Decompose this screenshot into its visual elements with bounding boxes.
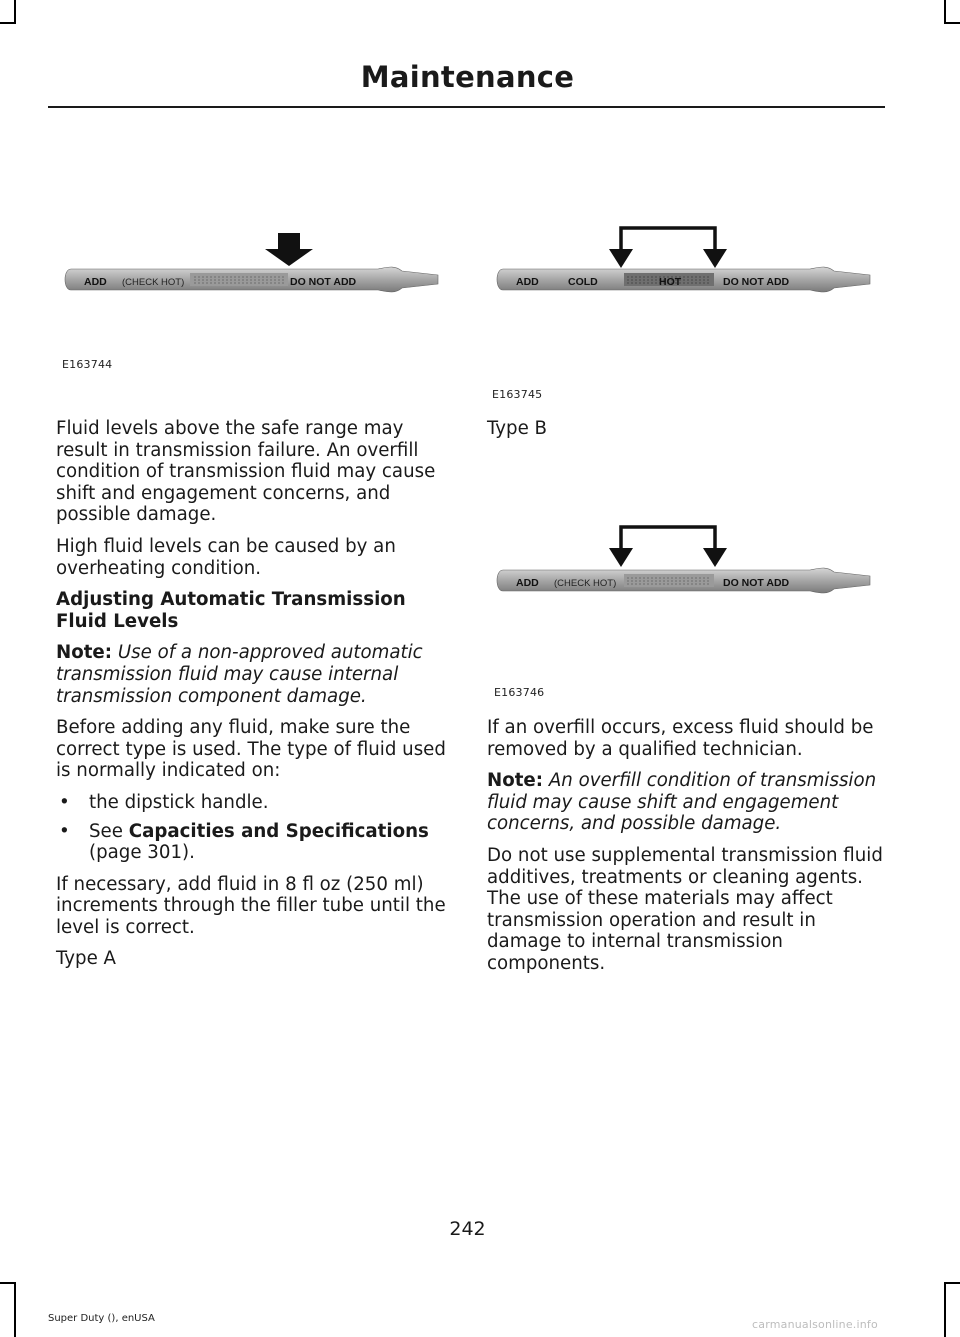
crop-mark: [14, 0, 16, 24]
figure-id: E163746: [494, 686, 545, 699]
down-arrow-icon: [265, 233, 313, 266]
paragraph: Do not use supplemental transmission fluid additives, treatments or cleaning agents. The use of these materials may affect transmission operation and result in damage to internal transmission components.: [487, 844, 883, 974]
crop-mark: [944, 1282, 960, 1284]
down-arrow-icon: [609, 548, 633, 567]
crop-mark: [0, 22, 16, 24]
label-add: ADD: [84, 276, 107, 288]
paragraph: Before adding any fluid, make sure the correct type is used. The type of fluid used is normally indicated on:: [56, 717, 446, 782]
note-label: Note:: [56, 642, 113, 664]
figure-dipstick-check-hot: [60, 222, 440, 312]
page-title: Maintenance: [360, 60, 575, 94]
paragraph: If an overfill occurs, excess fluid should be removed by a qualified technician.: [487, 717, 874, 760]
crop-mark: [944, 1282, 946, 1337]
down-arrow-icon: [609, 249, 633, 268]
label-check-hot: (CHECK HOT): [554, 578, 617, 589]
bullet-icon: •: [59, 820, 70, 842]
header-divider: [48, 106, 885, 108]
section-heading: Adjusting Automatic Transmission Fluid Levels: [56, 589, 406, 632]
bullet-icon: •: [59, 791, 70, 813]
dipstick-diagram: [60, 222, 440, 312]
figure-dipstick-cold-hot: [492, 222, 872, 312]
page-reference: (page 301).: [89, 842, 195, 864]
figure-dipstick-check-hot-range: [492, 521, 872, 611]
figure-id: E163744: [62, 358, 113, 371]
label-do-not-add: DO NOT ADD: [290, 276, 357, 288]
label-add: ADD: [516, 577, 539, 589]
right-column-top: [487, 418, 883, 450]
right-column: [487, 717, 883, 985]
watermark: carmanualsonline.info: [752, 1318, 878, 1331]
list-item-text: the dipstick handle.: [89, 791, 269, 813]
label-do-not-add: DO NOT ADD: [723, 276, 790, 288]
figure-caption: Type A: [56, 948, 116, 970]
list-item: [56, 821, 452, 864]
crop-mark: [944, 22, 960, 24]
note: [56, 642, 452, 707]
label-do-not-add: DO NOT ADD: [723, 577, 790, 589]
label-check-hot: (CHECK HOT): [122, 277, 185, 288]
left-column: [56, 418, 452, 980]
dipstick-diagram: [492, 222, 872, 312]
page-number: 242: [449, 1218, 486, 1240]
crop-mark: [14, 1282, 16, 1337]
list-item-text: See: [89, 820, 123, 842]
down-arrow-icon: [703, 249, 727, 268]
footer-doc-info: Super Duty (), enUSA: [48, 1313, 155, 1324]
note-text: An overfill condition of transmission fluid may cause shift and engagement concerns, and possible damage.: [487, 770, 877, 835]
range-bracket: [621, 527, 715, 557]
cross-reference-link[interactable]: Capacities and Specifications: [128, 820, 429, 842]
dipstick-diagram: [492, 521, 872, 611]
list-item: [56, 792, 452, 814]
paragraph: If necessary, add fluid in 8 fl oz (250 ml) increments through the filler tube until the level is correct.: [56, 873, 446, 938]
note-label: Note:: [487, 770, 544, 792]
crop-mark: [944, 0, 946, 24]
down-arrow-icon: [703, 548, 727, 567]
note: [487, 770, 883, 835]
note-text: Use of a non-approved automatic transmission fluid may cause internal transmission component damage.: [56, 642, 423, 707]
label-hot: HOT: [659, 276, 682, 288]
figure-caption: Type B: [487, 418, 548, 439]
crop-mark: [0, 1282, 16, 1284]
label-add: ADD: [516, 276, 539, 288]
paragraph: High fluid levels can be caused by an overheating condition.: [56, 535, 396, 579]
label-cold: COLD: [568, 276, 598, 288]
range-bracket: [621, 228, 715, 258]
figure-id: E163745: [492, 388, 543, 401]
paragraph: Fluid levels above the safe range may result in transmission failure. An overfill condition of transmission fluid may cause shift and engagement concerns, and possible damage.: [56, 418, 436, 526]
